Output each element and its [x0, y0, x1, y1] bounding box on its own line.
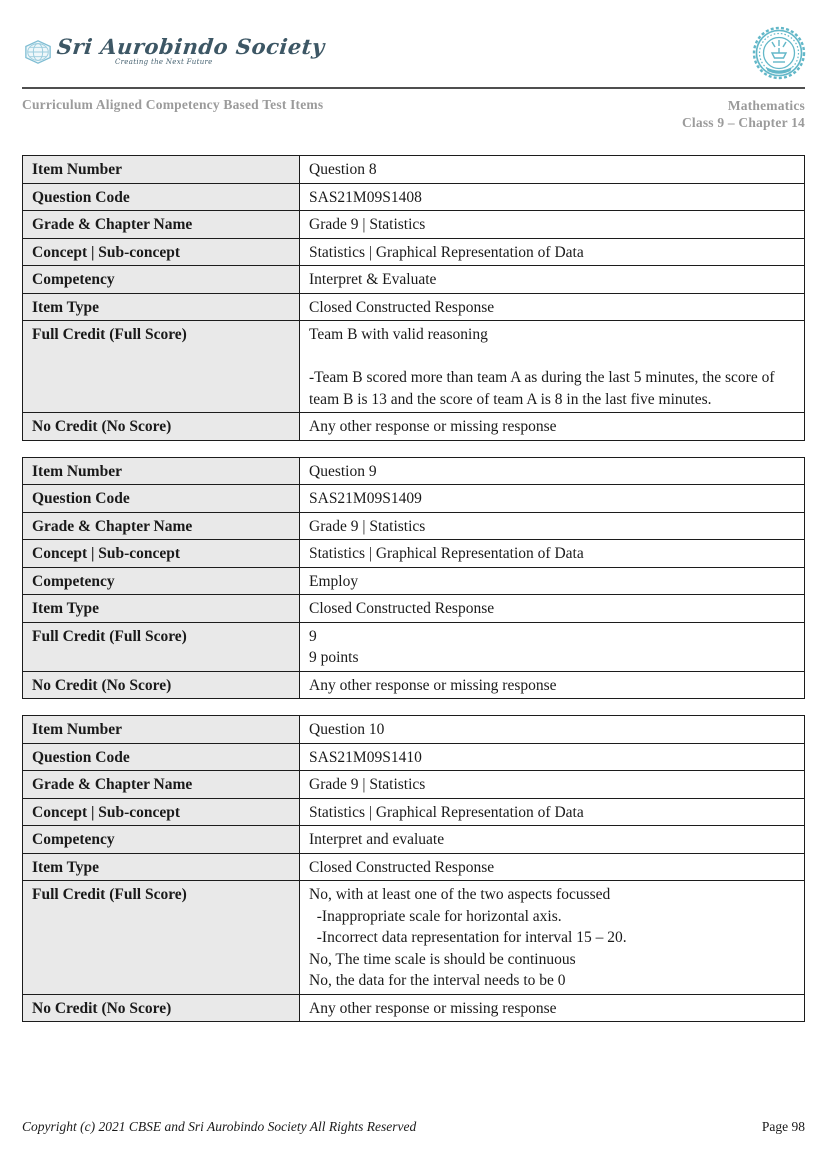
value-line: Employ [309, 572, 359, 590]
chapter-label: Class 9 – Chapter 14 [681, 115, 805, 130]
row-label: Question Code [23, 183, 300, 211]
row-label: Item Type [23, 595, 300, 623]
row-value [300, 994, 805, 1022]
row-label: Concept | Sub-concept [23, 798, 300, 826]
value-line: -Team B scored more than team A as during the last 5 minutes, the score of team B is 13 and the score of team A is 8 in the last five minutes. [309, 369, 779, 408]
table-row [23, 266, 805, 294]
value-line [309, 346, 795, 368]
row-value [300, 771, 805, 799]
value-line: Any other response or missing response [309, 418, 557, 435]
value-line: Interpret and evaluate [309, 831, 445, 848]
cbse-emblem-icon [752, 26, 806, 82]
table-row [23, 567, 805, 595]
row-value [300, 853, 805, 881]
item-table-question-9 [22, 457, 805, 700]
value-line: Any other response or missing response [309, 676, 557, 694]
row-label: Question Code [23, 743, 300, 771]
table-row [23, 413, 805, 441]
table-row [23, 293, 805, 321]
row-value [300, 413, 805, 441]
table-row [23, 183, 805, 211]
row-value [300, 156, 805, 184]
table-row [23, 853, 805, 881]
value-line: Closed Constructed Response [309, 298, 495, 316]
value-line: 9 points [309, 649, 359, 666]
table-row [23, 211, 805, 239]
row-label: No Credit (No Score) [23, 994, 300, 1022]
value-line: Grade 9 | Statistics [309, 216, 426, 233]
table-row [23, 156, 805, 184]
row-value [300, 622, 805, 671]
table-row [23, 595, 805, 623]
value-line: Statistics | Graphical Representation of Data [309, 545, 584, 562]
row-label: Item Number [23, 716, 300, 744]
society-logo [24, 36, 325, 66]
page-number: Page 98 [761, 1119, 805, 1134]
value-line: Statistics | Graphical Representation of Data [309, 243, 584, 261]
row-value [300, 671, 805, 699]
table-row [23, 881, 805, 995]
row-value [300, 512, 805, 540]
value-line: Question 10 [309, 721, 385, 738]
value-line: Closed Constructed Response [309, 858, 495, 876]
value-line: 9 [309, 627, 317, 645]
row-label: Competency [23, 567, 300, 595]
subject-label: Mathematics [727, 98, 805, 113]
value-line: Grade 9 | Statistics [309, 517, 426, 535]
row-label: Grade & Chapter Name [23, 211, 300, 239]
item-tables [22, 155, 805, 1038]
value-line: -Incorrect data representation for interval 15 – 20. [309, 929, 627, 946]
item-table-question-10 [22, 715, 805, 1022]
row-value [300, 183, 805, 211]
table-row [23, 771, 805, 799]
item-table-question-8 [22, 155, 805, 441]
row-label: Item Type [23, 853, 300, 881]
value-line: Team B with valid reasoning [309, 326, 488, 343]
row-value [300, 293, 805, 321]
row-label: No Credit (No Score) [23, 671, 300, 699]
table-row [23, 826, 805, 854]
row-value [300, 321, 805, 413]
row-value [300, 716, 805, 744]
value-line: SAS21M09S1409 [309, 490, 422, 507]
table-row [23, 798, 805, 826]
value-line: Question 9 [309, 462, 377, 480]
table-row [23, 485, 805, 513]
row-label: Full Credit (Full Score) [23, 622, 300, 671]
table-row [23, 457, 805, 485]
value-line: -Inappropriate scale for horizontal axis. [309, 907, 562, 925]
row-label: No Credit (No Score) [23, 413, 300, 441]
value-line: Question 8 [309, 161, 377, 178]
row-label: Question Code [23, 485, 300, 513]
row-label: Item Number [23, 457, 300, 485]
row-value [300, 826, 805, 854]
header-right [682, 97, 805, 131]
value-line: SAS21M09S1408 [309, 188, 422, 206]
row-value [300, 238, 805, 266]
row-value [300, 881, 805, 995]
row-label: Item Number [23, 156, 300, 184]
value-line: SAS21M09S1410 [309, 748, 422, 766]
row-label: Item Type [23, 293, 300, 321]
row-label: Competency [23, 826, 300, 854]
table-row [23, 540, 805, 568]
table-row [23, 622, 805, 671]
brand-name: Sri Aurobindo Society [55, 34, 327, 59]
value-line: Grade 9 | Statistics [309, 776, 426, 793]
table-row [23, 994, 805, 1022]
table-row [23, 321, 805, 413]
table-row [23, 512, 805, 540]
row-value [300, 798, 805, 826]
row-label: Concept | Sub-concept [23, 238, 300, 266]
brand-tagline: Creating the Next Future [115, 58, 213, 66]
row-value [300, 743, 805, 771]
row-value [300, 595, 805, 623]
table-row [23, 671, 805, 699]
header-divider [22, 87, 805, 89]
row-value [300, 540, 805, 568]
row-label: Grade & Chapter Name [23, 512, 300, 540]
row-label: Full Credit (Full Score) [23, 881, 300, 995]
value-line: No, The time scale is should be continuous [309, 950, 576, 968]
row-value [300, 567, 805, 595]
row-label: Full Credit (Full Score) [23, 321, 300, 413]
row-label: Concept | Sub-concept [23, 540, 300, 568]
row-value [300, 211, 805, 239]
row-value [300, 457, 805, 485]
value-line: No, the data for the interval needs to be 0 [309, 972, 566, 989]
table-row [23, 716, 805, 744]
table-row [23, 743, 805, 771]
row-label: Competency [23, 266, 300, 294]
document-title: Curriculum Aligned Competency Based Test Items [22, 97, 324, 112]
row-value [300, 266, 805, 294]
value-line: Any other response or missing response [309, 999, 557, 1017]
value-line: Interpret & Evaluate [309, 271, 437, 288]
row-value [300, 485, 805, 513]
value-line: Statistics | Graphical Representation of Data [309, 803, 584, 821]
copyright-text: Copyright (c) 2021 CBSE and Sri Aurobindo Society All Rights Reserved [22, 1119, 417, 1134]
table-row [23, 238, 805, 266]
value-line: Closed Constructed Response [309, 600, 495, 617]
globe-hexagon-icon [24, 39, 52, 65]
page-footer [22, 1119, 805, 1135]
value-line: No, with at least one of the two aspects focussed [309, 886, 611, 903]
row-label: Grade & Chapter Name [23, 771, 300, 799]
